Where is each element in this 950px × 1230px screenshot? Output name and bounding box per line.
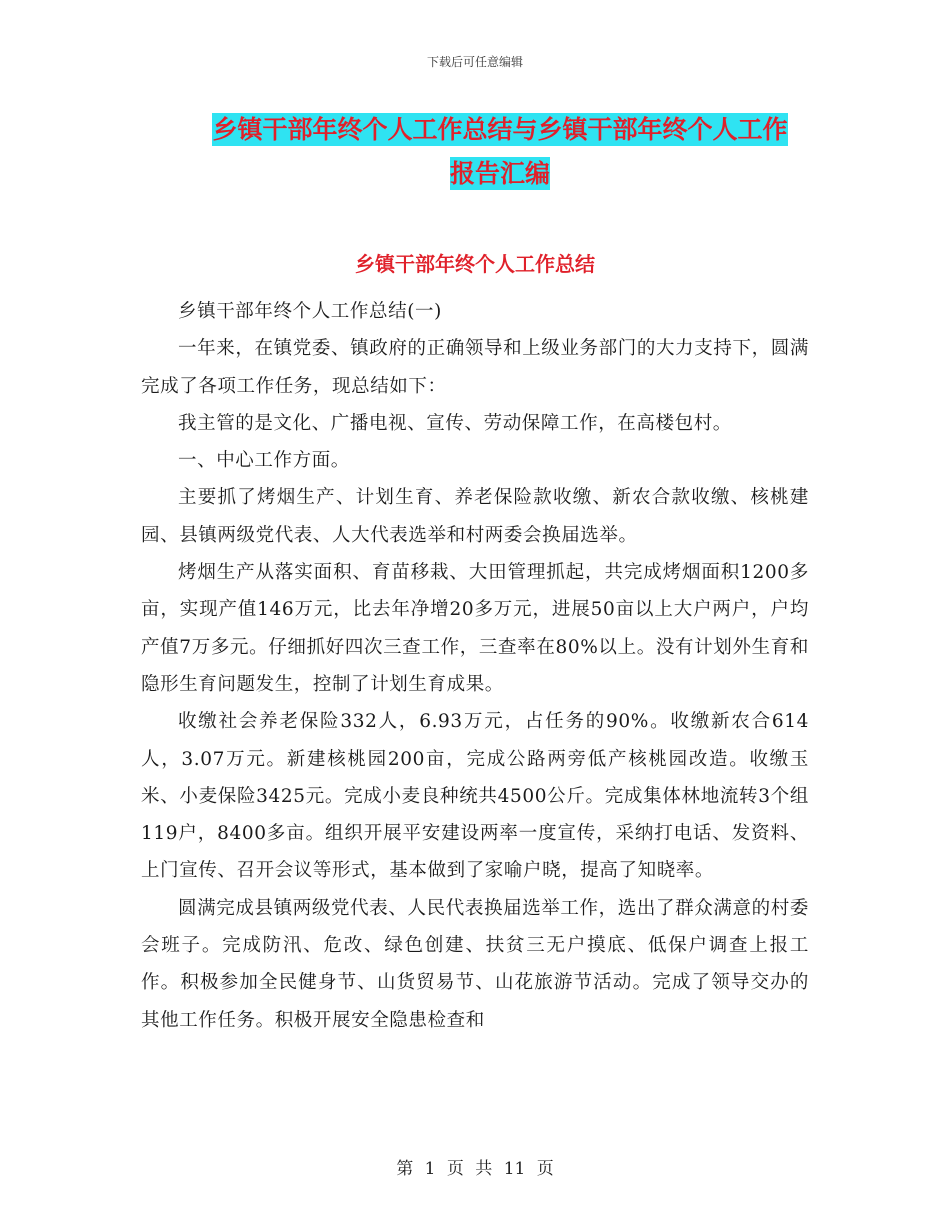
- paragraph: 烤烟生产从落实面积、育苗移栽、大田管理抓起，共完成烤烟面积1200多亩，实现产值146万元，比去年净增20多万元，进展50亩以上大户两户，户均产值7万多元。仔细抓好四次三查工作，三查率在80%以上。没有计划外生育和隐形生育问题发生，控制了计划生育成果。: [141, 562, 809, 695]
- page-header-note: 下载后可任意编辑: [426, 55, 523, 69]
- paragraph: 主要抓了烤烟生产、计划生育、养老保险款收缴、新农合款收缴、核桃建园、县镇两级党代表、人大代表选举和村两委会换届选举。: [141, 487, 809, 546]
- paragraph: 一年来，在镇党委、镇政府的正确领导和上级业务部门的大力支持下，圆满完成了各项工作任务，现总结如下：: [141, 338, 809, 397]
- paragraph: 一、中心工作方面。: [178, 450, 350, 472]
- page-number: 第 1 页 共 11 页: [396, 1159, 554, 1179]
- document-body: [141, 293, 809, 1039]
- section-title: 乡镇干部年终个人工作总结: [355, 252, 595, 276]
- paragraph: 圆满完成县镇两级党代表、人民代表换届选举工作，选出了群众满意的村委会班子。完成防汛、危改、绿色创建、扶贫三无户摸底、低保户调查上报工作。积极参加全民健身节、山货贸易节、山花旅游节活动。完成了领导交办的其他工作任务。积极开展安全隐患检查和: [141, 897, 809, 1031]
- document-title: [100, 108, 900, 196]
- paragraph: 收缴社会养老保险332人，6.93万元，占任务的90%。收缴新农合614人，3.07万元。新建核桃园200亩，完成公路两旁低产核桃园改造。收缴玉米、小麦保险3425元。完成小麦良种统共4500公斤。完成集体林地流转3个组119户，8400多亩。组织开展平安建设两率一度宣传，采纳打电话、发资料、上门宣传、召开会议等形式，基本做到了家喻户晓，提高了知晓率。: [141, 711, 809, 882]
- paragraph: 我主管的是文化、广播电视、宣传、劳动保障工作，在高楼包村。: [178, 412, 732, 434]
- document-title-line1: 乡镇干部年终个人工作总结与乡镇干部年终个人工作: [212, 115, 788, 144]
- paragraph: 乡镇干部年终个人工作总结(一): [178, 301, 442, 322]
- document-title-line2: 报告汇编: [449, 159, 550, 188]
